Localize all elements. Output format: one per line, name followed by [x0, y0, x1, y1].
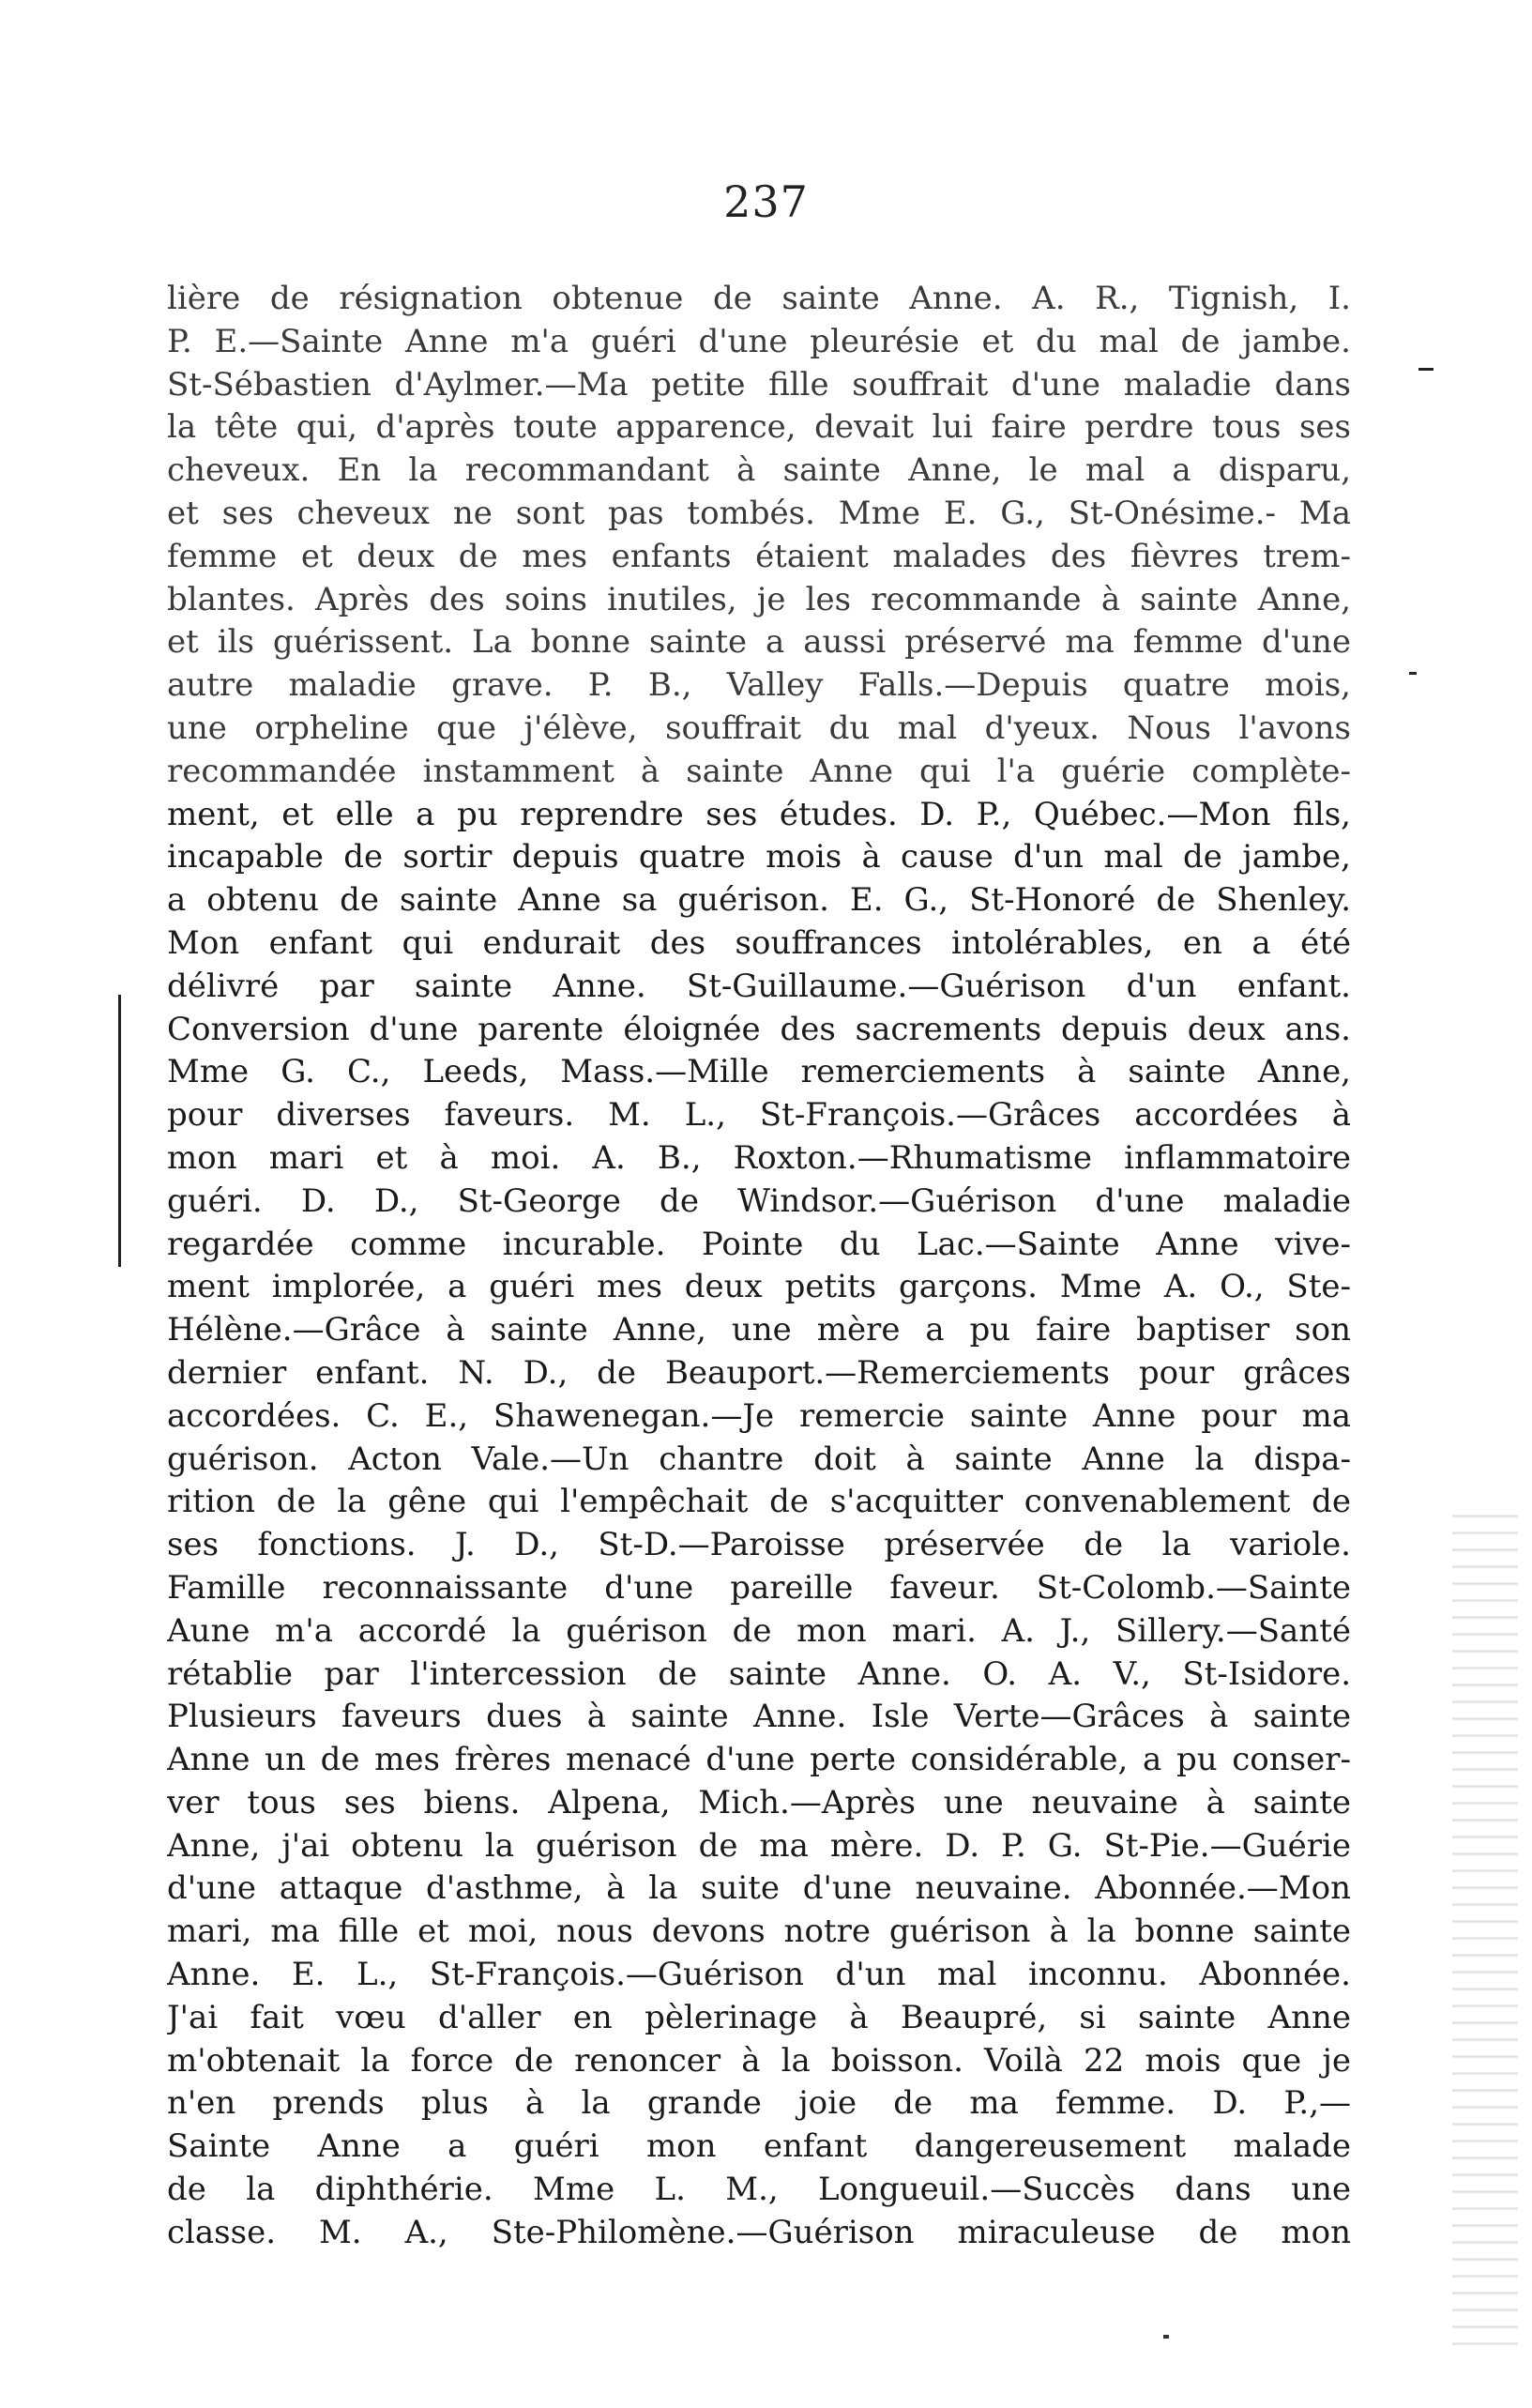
text-line: ses fonctions. J. D., St-D.—Paroisse préservée de la variole.: [167, 1526, 1351, 1564]
text-line: ment, et elle a pu reprendre ses études. D. P., Québec.—Mon fils,: [167, 795, 1351, 833]
text-line: a obtenu de sainte Anne sa guérison. E. G., St-Honoré de Shenley.: [167, 881, 1351, 920]
text-line: guérison. Acton Vale.—Un chantre doit à sainte Anne la dispa-: [167, 1440, 1351, 1478]
text-line: dernier enfant. N. D., de Beauport.—Remerciements pour grâces: [167, 1353, 1351, 1392]
text-line: d'une attaque d'asthme, à la suite d'une neuvaine. Abonnée.—Mon: [167, 1869, 1351, 1908]
text-line: J'ai fait vœu d'aller en pèlerinage à Beaupré, si sainte Anne: [167, 1998, 1351, 2036]
text-line: classe. M. A., Ste-Philomène.—Guérison miraculeuse de mon: [167, 2213, 1351, 2251]
text-line: une orpheline que j'élève, souffrait du mal d'yeux. Nous l'avons: [167, 709, 1351, 747]
text-line: n'en prends plus à la grande joie de ma femme. D. P.,—: [167, 2084, 1351, 2123]
text-line: ver tous ses biens. Alpena, Mich.—Après une neuvaine à sainte: [167, 1783, 1351, 1821]
text-line: Plusieurs faveurs dues à sainte Anne. Isle Verte—Grâces à sainte: [167, 1698, 1351, 1736]
text-line: lière de résignation obtenue de sainte Anne. A. R., Tignish, I.: [167, 280, 1351, 317]
text-line: blantes. Après des soins inutiles, je les recommande à sainte Anne,: [167, 580, 1351, 618]
text-line: incapable de sortir depuis quatre mois à cause d'un mal de jambe,: [167, 838, 1351, 876]
text-line: regardée comme incurable. Pointe du Lac.—Sainte Anne vive-: [167, 1225, 1351, 1263]
text-line: mon mari et à moi. A. B., Roxton.—Rhumatisme inflammatoire: [167, 1138, 1351, 1177]
margin-dash-mark: [1418, 368, 1433, 371]
text-line: rétablie par l'intercession de sainte Anne. O. A. V., St-Isidore.: [167, 1654, 1351, 1693]
text-line: m'obtenait la force de renoncer à la boisson. Voilà 22 mois que je: [167, 2041, 1351, 2080]
text-line: autre maladie grave. P. B., Valley Falls.—Depuis quatre mois,: [167, 666, 1351, 705]
text-line: rition de la gêne qui l'empêchait de s'acquitter convenablement de: [167, 1483, 1351, 1521]
text-line: cheveux. En la recommandant à sainte Anne, le mal a disparu,: [167, 451, 1351, 490]
text-line: Anne. E. L., St-François.—Guérison d'un mal inconnu. Abonnée.: [167, 1956, 1351, 1994]
text-line: femme et deux de mes enfants étaient malades des fièvres trem-: [167, 537, 1351, 575]
text-line: Mon enfant qui endurait des souffrances intolérables, en a été: [167, 923, 1351, 962]
text-line: Famille reconnaissante d'une pareille faveur. St-Colomb.—Sainte: [167, 1568, 1351, 1607]
text-line: mari, ma fille et moi, nous devons notre guérison à la bonne sainte: [167, 1913, 1351, 1951]
text-line: accordées. C. E., Shawenegan.—Je remercie sainte Anne pour ma: [167, 1396, 1351, 1435]
text-line: délivré par sainte Anne. St-Guillaume.—Guérison d'un enfant.: [167, 967, 1351, 1005]
scan-edge-noise: [1452, 1501, 1518, 2346]
text-line: P. E.—Sainte Anne m'a guéri d'une pleurésie et du mal de jambe.: [167, 322, 1351, 360]
text-line: et ses cheveux ne sont pas tombés. Mme E. G., St-Onésime.- Ma: [167, 494, 1351, 532]
page-number: 237: [723, 176, 809, 227]
text-line: Aune m'a accordé la guérison de mon mari. A. J., Sillery.—Santé: [167, 1611, 1351, 1650]
text-line: ment implorée, a guéri mes deux petits garçons. Mme A. O., Ste-: [167, 1268, 1351, 1306]
text-line: et ils guérissent. La bonne sainte a aussi préservé ma femme d'une: [167, 623, 1351, 662]
text-line: Sainte Anne a guéri mon enfant dangereusement malade: [167, 2127, 1351, 2166]
margin-bar-mark: [118, 995, 121, 1267]
text-line: pour diverses faveurs. M. L., St-François.—Grâces accordées à: [167, 1096, 1351, 1135]
text-line: recommandée instamment à sainte Anne qui l'a guérie complète-: [167, 752, 1351, 790]
text-line: Mme G. C., Leeds, Mass.—Mille remerciements à sainte Anne,: [167, 1053, 1351, 1091]
text-line: guéri. D. D., St-George de Windsor.—Guérison d'une maladie: [167, 1181, 1351, 1220]
margin-dash-mark: [1409, 672, 1417, 675]
text-line: la tête qui, d'après toute apparence, devait lui faire perdre tous ses: [167, 408, 1351, 447]
bottom-speck: [1163, 2335, 1169, 2339]
text-line: de la diphthérie. Mme L. M., Longueuil.—Succès dans une: [167, 2171, 1351, 2209]
text-line: Hélène.—Grâce à sainte Anne, une mère a pu faire baptiser son: [167, 1311, 1351, 1349]
text-line: St-Sébastien d'Aylmer.—Ma petite fille souffrait d'une maladie dans: [167, 365, 1351, 404]
text-line: Anne un de mes frères menacé d'une perte considérable, a pu conser-: [167, 1741, 1351, 1779]
body-text: [167, 278, 1351, 2255]
text-line: Anne, j'ai obtenu la guérison de ma mère. D. P. G. St-Pie.—Guérie: [167, 1826, 1351, 1865]
text-line: Conversion d'une parente éloignée des sacrements depuis deux ans.: [167, 1010, 1351, 1048]
